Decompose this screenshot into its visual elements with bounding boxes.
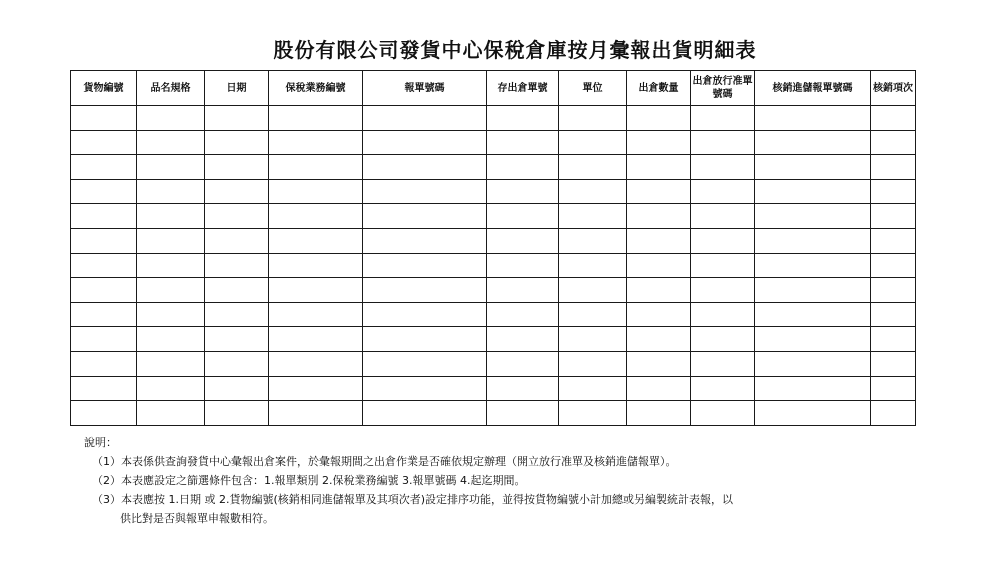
table-cell [487,228,559,253]
table-cell [205,106,269,131]
table-cell [755,130,871,155]
table-cell [559,179,627,204]
table-cell [627,155,691,180]
table-cell [363,204,487,229]
table-cell [487,155,559,180]
table-row [71,351,916,376]
table-cell [269,351,363,376]
table-cell [71,302,137,327]
table-cell [487,204,559,229]
col-header-warehouse-out-no: 存出倉單號 [487,71,559,106]
table-cell [71,253,137,278]
table-cell [71,401,137,426]
table-cell [627,302,691,327]
table-cell [755,179,871,204]
table-row [71,302,916,327]
table-cell [627,130,691,155]
table-cell [755,302,871,327]
table-cell [487,130,559,155]
col-header-item-seq: 核銷項次 [871,71,916,106]
table-cell [627,401,691,426]
table-cell [627,376,691,401]
table-cell [269,401,363,426]
table-cell [137,130,205,155]
table-cell [205,155,269,180]
table-cell [205,327,269,352]
table-cell [627,204,691,229]
table-cell [71,179,137,204]
col-header-declaration-no: 報單號碼 [363,71,487,106]
table-cell [71,278,137,303]
col-header-release-permit-no: 出倉放行准單號碼 [691,71,755,106]
note-item-2: （2）本表應設定之篩選條件包含：1.報單類別 2.保稅業務編號 3.報單號碼 4.起迄期間。 [92,474,526,487]
table-cell [559,155,627,180]
table-cell [205,228,269,253]
table-cell [363,327,487,352]
table-cell [871,155,916,180]
table-cell [755,106,871,131]
table-cell [691,278,755,303]
table-cell [559,204,627,229]
table-cell [269,253,363,278]
table-cell [559,401,627,426]
table-cell [269,155,363,180]
table-cell [691,228,755,253]
table-cell [71,327,137,352]
table-cell [559,302,627,327]
table-cell [559,228,627,253]
table-cell [755,327,871,352]
table-cell [205,302,269,327]
table-cell [205,376,269,401]
table-cell [363,302,487,327]
table-cell [269,302,363,327]
table-cell [691,253,755,278]
table-cell [559,130,627,155]
table-cell [269,228,363,253]
table-cell [871,351,916,376]
table-cell [363,376,487,401]
table-cell [71,376,137,401]
table-cell [487,106,559,131]
table-row [71,327,916,352]
table-cell [871,253,916,278]
table-cell [205,278,269,303]
col-header-unit: 單位 [559,71,627,106]
table-cell [137,327,205,352]
table-row [71,401,916,426]
table-cell [363,130,487,155]
table-cell [755,376,871,401]
table-cell [269,204,363,229]
table-cell [871,302,916,327]
table-row [71,155,916,180]
report-title: 股份有限公司發貨中心保稅倉庫按月彙報出貨明細表 [273,38,757,62]
table-cell [487,179,559,204]
table-cell [137,351,205,376]
table-cell [363,228,487,253]
table-cell [71,228,137,253]
table-row [71,253,916,278]
table-cell [755,278,871,303]
table-cell [691,351,755,376]
table-cell [487,351,559,376]
table-cell [205,204,269,229]
table-cell [691,106,755,131]
table-cell [627,327,691,352]
table-cell [755,228,871,253]
table-cell [487,302,559,327]
table-cell [363,179,487,204]
table-cell [691,204,755,229]
table-cell [871,327,916,352]
table-cell [871,204,916,229]
table-cell [559,106,627,131]
table-cell [269,179,363,204]
table-cell [691,302,755,327]
table-cell [755,155,871,180]
table-cell [137,302,205,327]
report-table [70,70,916,426]
table-cell [559,376,627,401]
table-row [71,376,916,401]
note-item-3: （3）本表應按 1.日期 或 2.貨物編號(核銷相同進儲報單及其項次者)設定排序功能，並得按貨物編號小計加總或另編製統計表報，以 [92,493,734,506]
table-cell [487,327,559,352]
table-cell [691,327,755,352]
table-cell [871,106,916,131]
table-cell [71,130,137,155]
table-cell [627,228,691,253]
table-cell [269,106,363,131]
table-cell [487,376,559,401]
table-cell [205,253,269,278]
table-cell [137,179,205,204]
table-cell [627,351,691,376]
table-cell [269,327,363,352]
table-cell [269,130,363,155]
table-cell [487,253,559,278]
table-cell [627,253,691,278]
table-cell [363,253,487,278]
table-cell [205,130,269,155]
table-cell [269,278,363,303]
table-cell [627,179,691,204]
notes-heading: 說明： [84,436,117,449]
table-cell [755,401,871,426]
table-cell [363,401,487,426]
table-cell [363,155,487,180]
table-cell [71,351,137,376]
table-cell [559,327,627,352]
col-header-item-spec: 品名規格 [137,71,205,106]
table-row [71,204,916,229]
table-cell [871,179,916,204]
table-row [71,278,916,303]
table-row [71,130,916,155]
table-cell [871,401,916,426]
table-cell [71,106,137,131]
table-cell [559,351,627,376]
table-cell [137,204,205,229]
table-cell [71,204,137,229]
table-cell [205,401,269,426]
table-cell [487,401,559,426]
table-cell [691,179,755,204]
table-cell [137,228,205,253]
table-cell [755,253,871,278]
table-cell [559,253,627,278]
note-item-3-cont: 供比對是否與報單申報數相符。 [120,512,274,525]
table-row [71,228,916,253]
table-cell [691,401,755,426]
col-header-storage-declaration-no: 核銷進儲報單號碼 [755,71,871,106]
table-cell [137,401,205,426]
table-cell [871,376,916,401]
table-cell [363,106,487,131]
table-cell [871,130,916,155]
table-cell [755,204,871,229]
table-cell [137,376,205,401]
col-header-out-quantity: 出倉數量 [627,71,691,106]
table-cell [691,376,755,401]
note-item-1: （1）本表係供查詢發貨中心彙報出倉案件，於彙報期間之出倉作業是否確依規定辦理（開立放行准單及核銷進儲報單）。 [92,455,677,468]
table-cell [363,278,487,303]
table-cell [559,278,627,303]
table-cell [755,351,871,376]
table-cell [137,253,205,278]
col-header-date: 日期 [205,71,269,106]
table-cell [205,351,269,376]
table-row [71,106,916,131]
table-cell [269,376,363,401]
table-cell [487,278,559,303]
notes-section [84,433,932,528]
table-cell [691,130,755,155]
table-cell [137,106,205,131]
table-cell [691,155,755,180]
table-cell [205,179,269,204]
table-cell [871,228,916,253]
col-header-bonded-business-no: 保稅業務編號 [269,71,363,106]
table-body [71,106,916,426]
table-cell [363,351,487,376]
table-cell [71,155,137,180]
table-cell [627,278,691,303]
table-cell [137,278,205,303]
table-cell [137,155,205,180]
col-header-goods-no: 貨物編號 [71,71,137,106]
header-row [71,71,916,106]
table-cell [627,106,691,131]
table-row [71,179,916,204]
table-cell [871,278,916,303]
